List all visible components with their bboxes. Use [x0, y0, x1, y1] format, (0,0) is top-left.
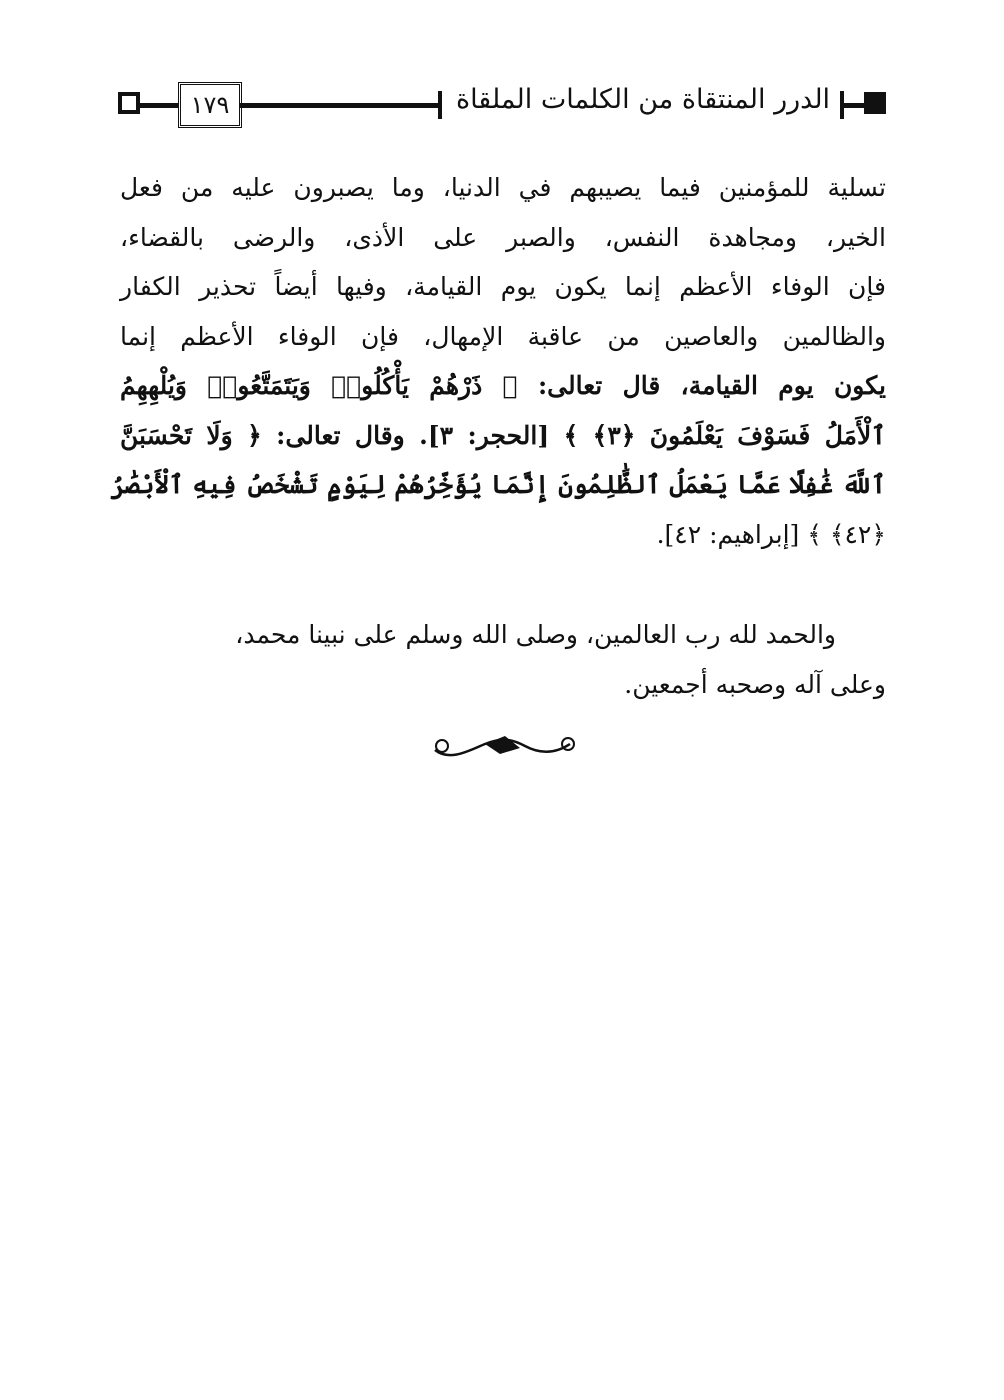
left-square-ornament	[118, 92, 140, 114]
text-line-verse: ٱللَّهَ غَٰفِلًا عَمَّا يَعْمَلُ ٱلظَّٰلِمُونَ إِنَّمَا يُؤَخِّرُهُمْ لِيَوْمٍ تَشْخَصُ فِيهِ ٱلْأَبْصَٰرُ	[110, 470, 886, 499]
paragraph-2	[120, 610, 886, 709]
verse-reference: ﴿٤٢﴾ ﴾ [إبراهيم: ٤٢].	[656, 519, 886, 549]
header-bar	[438, 91, 442, 119]
text-line: تسلية للمؤمنين فيما يصيبهم في الدنيا، وما يصبرون عليه من فعل	[120, 173, 886, 202]
header-rule	[138, 103, 180, 108]
right-square-ornament	[864, 92, 886, 114]
paragraph-1	[110, 163, 886, 559]
text-line: وعلى آله وصحبه أجمعين.	[624, 669, 886, 699]
book-title: الدرر المنتقاة من الكلمات الملقاة	[455, 84, 831, 115]
end-ornament-icon	[430, 730, 580, 762]
text-line-verse: ٱلْأَمَلُ فَسَوْفَ يَعْلَمُونَ ﴿٣﴾ ﴾ [الحجر: ٣]. وقال تعالى: ﴿ وَلَا تَحْسَبَنَّ	[120, 420, 886, 450]
text-line: الخير، ومجاهدة النفس، والصبر على الأذى، والرضى بالقضاء،	[120, 222, 886, 252]
header-rule	[240, 103, 440, 108]
page-number: ١٧٩	[178, 82, 242, 128]
page-header	[118, 82, 886, 130]
text-line: والظالمين والعاصين من عاقبة الإمهال، فإن الوفاء الأعظم إنما	[120, 321, 886, 351]
text-line-verse: يكون يوم القيامة، قال تعالى: ﴿ ذَرْهُمْ يَأْكُلُوا۟ وَيَتَمَتَّعُوا۟ وَيُلْهِهِمُ	[120, 371, 886, 400]
text-line: والحمد لله رب العالمين، وصلى الله وسلم على نبينا محمد،	[235, 620, 836, 649]
header-rule	[842, 103, 866, 108]
text-line: فإن الوفاء الأعظم إنما يكون يوم القيامة، وفيها أيضاً تحذير الكفار	[120, 272, 886, 301]
